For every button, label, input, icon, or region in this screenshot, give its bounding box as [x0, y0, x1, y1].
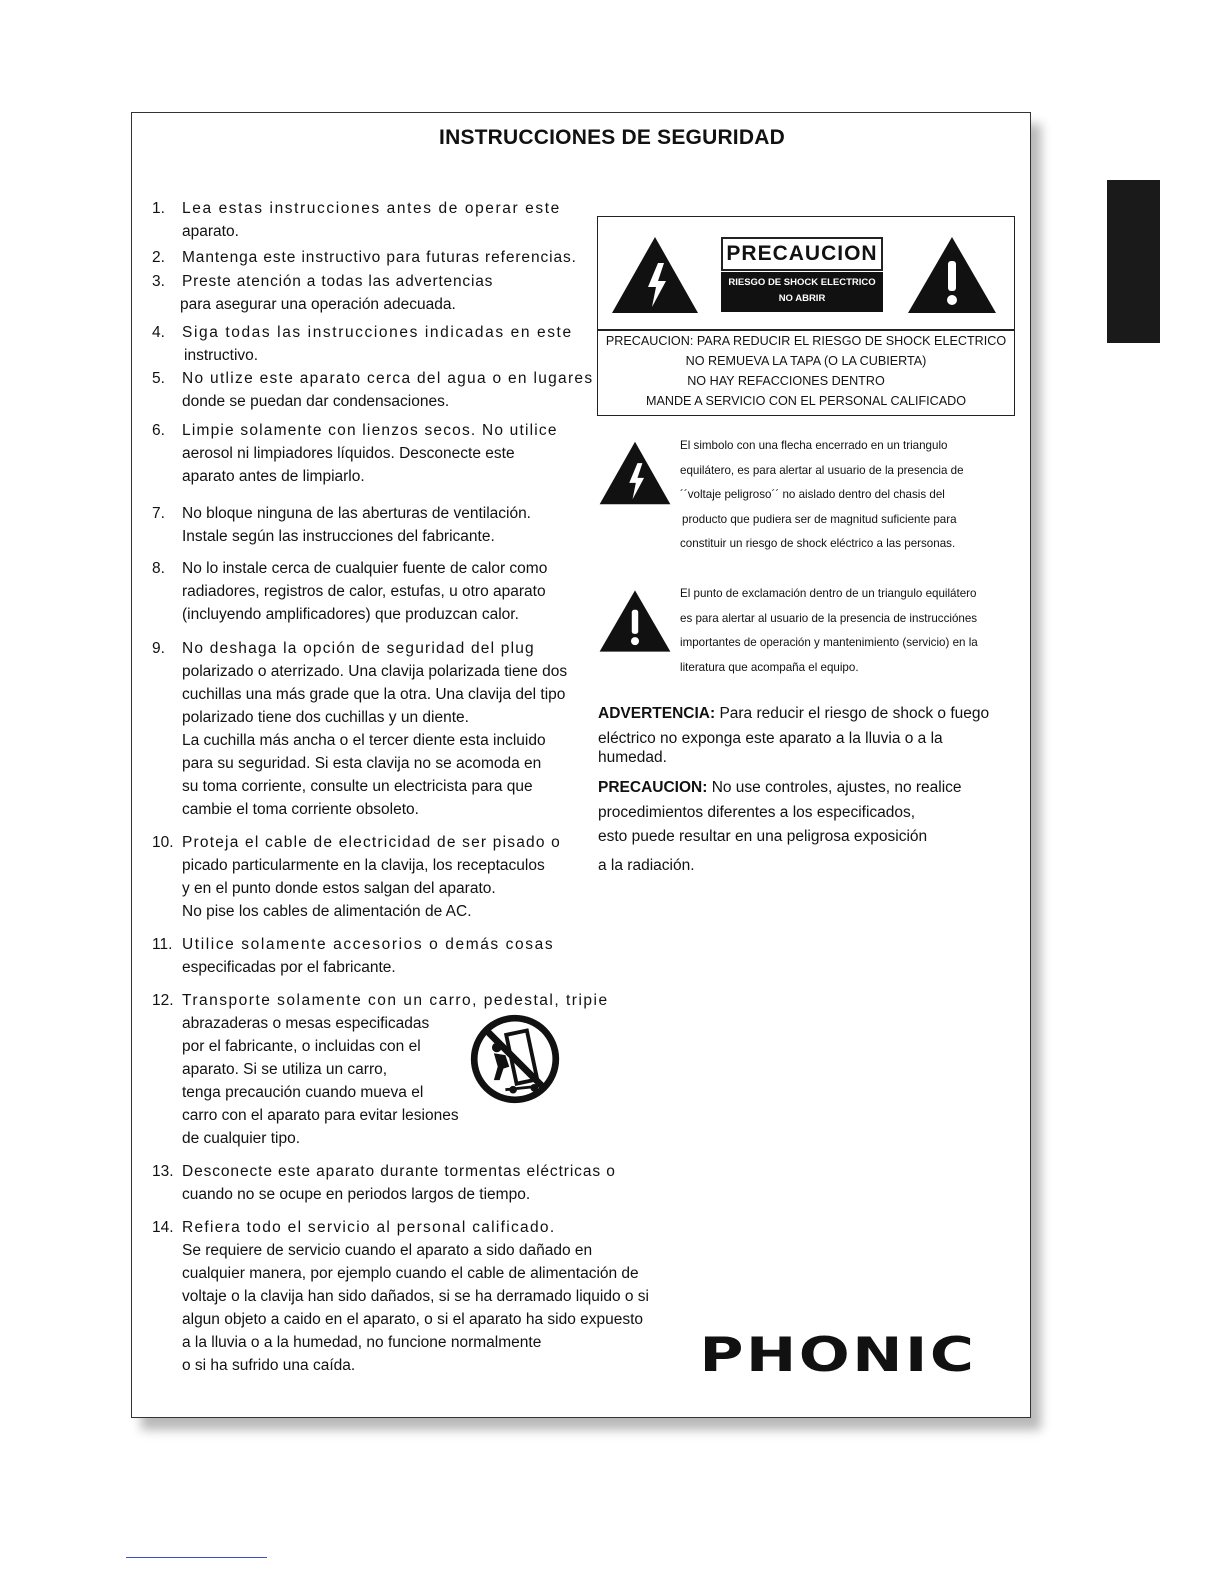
list-item: 5. No utlize este aparato cerca del agua o en lugares donde se puedan dar condensaciones. — [152, 370, 594, 410]
precaucion-note: PRECAUCION: No use controles, ajustes, no realice procedimientos diferentes a los especificados, esto puede resultar en una peligrosa exposición a la radiación. — [598, 779, 962, 874]
caution-sublabel: RIESGO DE SHOCK ELECTRICO NO ABRIR — [721, 272, 883, 312]
list-item: 9. No deshaga la opción de seguridad del plug polarizado o aterrizado. Una clavija polarizada tiene dos cuchillas una más grade que la otra. Una clavija del tipo polarizado tiene dos cuchillas y un diente. La cuchilla más ancha o el tercer diente esta incluido para su seguridad. Si esta clavija no se acomoda en su toma corriente, consulte un electricista para que cambie el toma corriente obsoleto. — [152, 640, 568, 818]
list-item: 14. Refiera todo el servicio al personal calificado. Se requiere de servicio cuando el aparato a sido dañado en cualquier manera, por ejemplo cuando el cable de alimentación de voltaje o la clavija han sido dañados, si se ha derramado liquido o si algun objeto a caido en el aparato, o si el aparato ha sido expuesto a la lluvia o a la humedad, no funcione normalmente o si ha sufrido una caída. — [152, 1219, 650, 1374]
list-item: 10. Proteja el cable de electricidad de ser pisado o picado particularmente en la clavija, los receptaculos y en el punto donde estos salgan del aparato. No pise los cables de alimentación de AC. — [152, 834, 561, 920]
list-item: 1. Lea estas instrucciones antes de operar este aparato. — [152, 200, 561, 240]
exclamation-explanation: El punto de exclamación dentro de un triangulo equilátero es para alertar al usuario de la presencia de instrucciónes importantes de operación y mantenimiento (servicio) en la literatura que acompaña el equipo. — [680, 587, 978, 674]
list-item: 7. No bloque ninguna de las aberturas de ventilación. Instale según las instrucciones del fabricante. — [152, 505, 531, 545]
exclamation-warning-icon — [906, 235, 998, 315]
list-item: 4. Siga todas las instrucciones indicadas en este instructivo. — [152, 324, 573, 364]
cart-warning-icon — [467, 1011, 563, 1107]
lightning-explanation: El simbolo con una flecha encerrado en un triangulo equilátero, es para alertar al usuario de la presencia de ´´voltaje peligroso´´ no aislado dentro del chasis del producto que pudiera ser de magnitud suficiente para constituir un riesgo de shock eléctrico a las personas. — [680, 439, 964, 550]
lightning-warning-icon — [610, 235, 700, 315]
svg-text:PHONIC: PHONIC — [699, 1331, 977, 1375]
lightning-symbol-icon — [598, 440, 672, 506]
list-item: 8. No lo instale cerca de cualquier fuente de calor como radiadores, registros de calor, estufas, u otro aparato (incluyendo amplificadores) que produzcan calor. — [152, 560, 548, 623]
list-item: 2. Mantenga este instructivo para futuras referencias. — [152, 249, 577, 266]
list-item: 3. Preste atención a todas las advertencias para asegurar una operación adecuada. — [152, 273, 494, 313]
footer-rule — [126, 1557, 267, 1558]
page-title: INSTRUCCIONES DE SEGURIDAD — [439, 126, 785, 149]
exclamation-symbol-icon — [598, 588, 672, 654]
list-item: 6. Limpie solamente con lienzos secos. No utilice aerosol ni limpiadores líquidos. Desconecte este aparato antes de limpiarlo. — [152, 422, 558, 485]
section-tab — [1107, 180, 1160, 343]
caution-box — [597, 216, 1015, 416]
advertencia-note: ADVERTENCIA: Para reducir el riesgo de shock o fuego eléctrico no exponga este aparato a la lluvia o a la humedad. — [598, 705, 990, 766]
list-item: 12. Transporte solamente con un carro, pedestal, tripie abrazaderas o mesas especificadas por el fabricante, o incluidas con el aparato. Si se utiliza un carro, tenga precaución cuando mueva el carro con el aparato para evitar lesiones de cualquier tipo. — [152, 992, 609, 1147]
caution-label: PRECAUCION — [721, 237, 883, 271]
caution-text: PRECAUCION: PARA REDUCIR EL RIESGO DE SHOCK ELECTRICO NO REMUEVA LA TAPA (O LA CUBIERTA) NO HAY REFACCIONES DENTRO MANDE A SERVICIO CON EL PERSONAL CALIFICADO — [605, 334, 1007, 408]
list-item: 13. Desconecte este aparato durante tormentas eléctricas o cuando no se ocupe en periodos largos de tiempo. — [152, 1163, 616, 1203]
list-item: 11. Utilice solamente accesorios o demás cosas especificadas por el fabricante. — [152, 936, 555, 976]
phonic-logo — [699, 1331, 978, 1375]
